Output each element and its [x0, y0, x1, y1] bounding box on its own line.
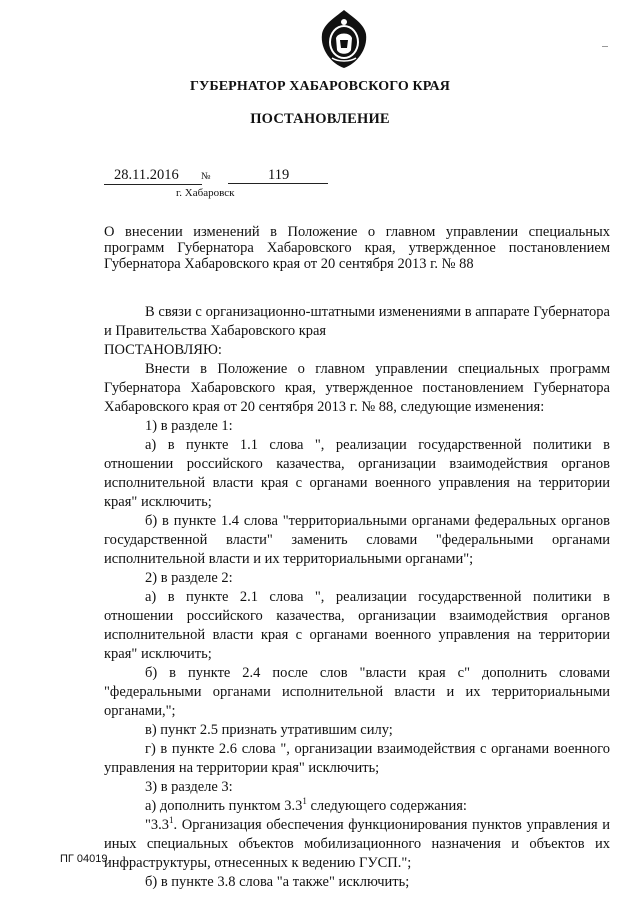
body-paragraph: а) в пункте 1.1 слова ", реализации государственной политики в отношении российского казачества, организации взаимодействия органов исполнительной власти края с органами военного управления на территории края" исключить;: [104, 437, 610, 510]
body-paragraph: а) в пункте 2.1 слова ", реализации государственной политики в отношении российского казачества, организации взаимодействия органов исполнительной власти края с органами военного управления на территории края" исключить;: [104, 589, 610, 662]
document-number: 119: [228, 167, 328, 184]
section-item: 2) в разделе 2:: [145, 570, 233, 586]
body-paragraph: Внести в Положение о главном управлении специальных программ Губернатора Хабаровского края, утвержденное постановлением Губернатора Хабаровского края от 20 сентября 2013 г. № 88, следующие изменения:: [104, 361, 610, 415]
document-date: 28.11.2016: [104, 167, 202, 185]
coat-of-arms-emblem: [316, 6, 372, 70]
resolution-keyword: ПОСТАНОВЛЯЮ:: [104, 342, 222, 358]
document-type-title: ПОСТАНОВЛЕНИЕ: [250, 111, 390, 127]
body-paragraph: В связи с организационно-штатными изменениями в аппарате Губернатора и Правительства Хабаровского края: [104, 304, 610, 339]
issue-city: г. Хабаровск: [176, 187, 235, 199]
body-paragraph: б) в пункте 3.8 слова "а также" исключить;: [145, 874, 410, 890]
number-sign: №: [201, 171, 211, 182]
body-paragraph: б) в пункте 1.4 слова "территориальными органами федеральных органов государственной власти" заменить словами "федеральными органами исполнительной власти и их территориальными органами";: [104, 513, 610, 567]
scan-corner-mark: [602, 46, 608, 47]
form-code: ПГ 04019: [60, 853, 108, 865]
body-paragraph: г) в пункте 2.6 слова ", организации взаимодействия с органами военного управления на территории края" исключить;: [104, 741, 610, 776]
section-item: 3) в разделе 3:: [145, 779, 233, 795]
document-subject: О внесении изменений в Положение о главном управлении специальных программ Губернатора Хабаровского края, утвержденное постановлением Губернатора Хабаровского края от 20 сентября 2013 г. № 88: [104, 224, 610, 272]
document-body: [104, 303, 610, 892]
body-paragraph: а) дополнить пунктом $3.3^1$ следующего содержания:: [145, 796, 467, 814]
section-item: 1) в разделе 1:: [145, 418, 233, 434]
body-paragraph: б) в пункте 2.4 после слов "власти края с" дополнить словами "федеральными органами исполнительной власти и их территориальными органами,";: [104, 665, 610, 719]
body-paragraph: в) пункт 2.5 признать утратившим силу;: [145, 722, 393, 738]
body-paragraph: "$3.3^1$. Организация обеспечения функционирования пунктов управления и иных специальных объектов мобилизационного назначения и объектов их инфраструктуры, отнесенных к ведению ГУСП.";: [104, 815, 610, 871]
issuer-title: ГУБЕРНАТОР ХАБАРОВСКОГО КРАЯ: [190, 79, 450, 94]
